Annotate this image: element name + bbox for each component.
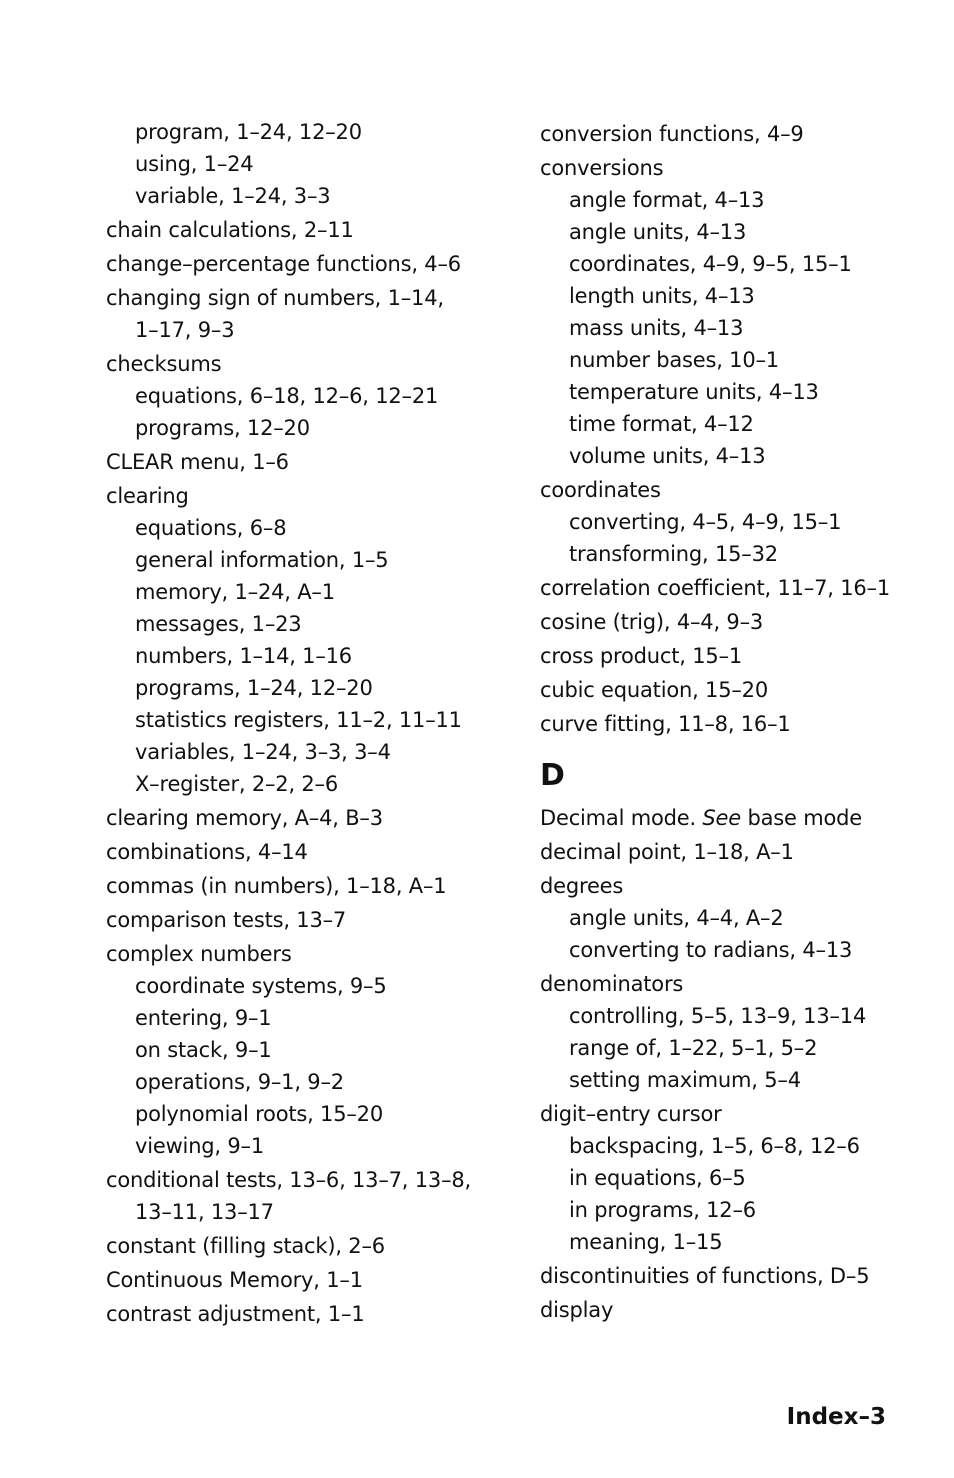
page-number: Index–3 bbox=[786, 1404, 886, 1430]
index-subentry: coordinates, 4–9, 9–5, 15–1 bbox=[569, 252, 852, 276]
index-entry: chain calculations, 2–11 bbox=[106, 218, 354, 242]
index-subentry: angle units, 4–13 bbox=[569, 220, 747, 244]
index-subentry: angle units, 4–4, A–2 bbox=[569, 906, 784, 930]
index-entry: cubic equation, 15–20 bbox=[540, 678, 768, 702]
index-subentry: 13–11, 13–17 bbox=[135, 1200, 274, 1224]
index-subentry: length units, 4–13 bbox=[569, 284, 755, 308]
index-subentry: setting maximum, 5–4 bbox=[569, 1068, 801, 1092]
index-entry: conditional tests, 13–6, 13–7, 13–8, bbox=[106, 1168, 472, 1192]
index-subentry: transforming, 15–32 bbox=[569, 542, 778, 566]
index-entry: contrast adjustment, 1–1 bbox=[106, 1302, 365, 1326]
index-entry: CLEAR menu, 1–6 bbox=[106, 450, 289, 474]
index-entry: constant (filling stack), 2–6 bbox=[106, 1234, 385, 1258]
index-column-right bbox=[540, 116, 940, 1326]
index-subentry: on stack, 9–1 bbox=[135, 1038, 272, 1062]
section-letter-heading: D bbox=[540, 758, 565, 793]
index-subentry: variable, 1–24, 3–3 bbox=[135, 184, 331, 208]
index-subentry: in programs, 12–6 bbox=[569, 1198, 756, 1222]
index-subentry: general information, 1–5 bbox=[135, 548, 389, 572]
entry-text: Decimal mode. bbox=[540, 806, 703, 830]
index-entry: combinations, 4–14 bbox=[106, 840, 308, 864]
index-subentry: coordinate systems, 9–5 bbox=[135, 974, 387, 998]
index-entry: comparison tests, 13–7 bbox=[106, 908, 347, 932]
index-entry: display bbox=[540, 1298, 614, 1322]
index-subentry: converting to radians, 4–13 bbox=[569, 938, 853, 962]
index-subentry: temperature units, 4–13 bbox=[569, 380, 819, 404]
index-subentry: time format, 4–12 bbox=[569, 412, 754, 436]
index-subentry: mass units, 4–13 bbox=[569, 316, 744, 340]
index-entry: conversions bbox=[540, 156, 664, 180]
index-subentry: controlling, 5–5, 13–9, 13–14 bbox=[569, 1004, 867, 1028]
index-entry: coordinates bbox=[540, 478, 661, 502]
index-subentry: program, 1–24, 12–20 bbox=[135, 120, 362, 144]
index-group-c bbox=[540, 118, 940, 740]
index-entry: digit–entry cursor bbox=[540, 1102, 722, 1126]
index-subentry: in equations, 6–5 bbox=[569, 1166, 746, 1190]
index-subentry: programs, 1–24, 12–20 bbox=[135, 676, 373, 700]
index-entry: correlation coefficient, 11–7, 16–1 bbox=[540, 576, 891, 600]
index-entry: change–percentage functions, 4–6 bbox=[106, 252, 461, 276]
index-entry: clearing memory, A–4, B–3 bbox=[106, 806, 383, 830]
index-subentry: 1–17, 9–3 bbox=[135, 318, 235, 342]
index-entry: Continuous Memory, 1–1 bbox=[106, 1268, 363, 1292]
index-subentry: entering, 9–1 bbox=[135, 1006, 272, 1030]
index-subentry: angle format, 4–13 bbox=[569, 188, 765, 212]
index-subentry: operations, 9–1, 9–2 bbox=[135, 1070, 344, 1094]
index-entry: commas (in numbers), 1–18, A–1 bbox=[106, 874, 447, 898]
index-subentry: equations, 6–18, 12–6, 12–21 bbox=[135, 384, 439, 408]
see-reference: See bbox=[702, 806, 741, 830]
index-subentry: meaning, 1–15 bbox=[569, 1230, 723, 1254]
index-entry: complex numbers bbox=[106, 942, 292, 966]
index-entry: discontinuities of functions, D–5 bbox=[540, 1264, 870, 1288]
index-subentry: number bases, 10–1 bbox=[569, 348, 779, 372]
index-group-d bbox=[540, 836, 940, 1326]
index-subentry: converting, 4–5, 4–9, 15–1 bbox=[569, 510, 842, 534]
index-subentry: X–register, 2–2, 2–6 bbox=[135, 772, 339, 796]
index-subentry: messages, 1–23 bbox=[135, 612, 302, 636]
index-subentry: using, 1–24 bbox=[135, 152, 254, 176]
index-subentry: memory, 1–24, A–1 bbox=[135, 580, 335, 604]
index-subentry: programs, 12–20 bbox=[135, 416, 310, 440]
index-entry: degrees bbox=[540, 874, 624, 898]
index-entry: denominators bbox=[540, 972, 684, 996]
index-entry: cross product, 15–1 bbox=[540, 644, 743, 668]
index-entry: cosine (trig), 4–4, 9–3 bbox=[540, 610, 764, 634]
index-subentry: variables, 1–24, 3–3, 3–4 bbox=[135, 740, 391, 764]
index-subentry: volume units, 4–13 bbox=[569, 444, 766, 468]
index-entry: decimal point, 1–18, A–1 bbox=[540, 840, 794, 864]
index-entry-decimal-mode bbox=[540, 802, 940, 834]
index-subentry: polynomial roots, 15–20 bbox=[135, 1102, 384, 1126]
index-entry: conversion functions, 4–9 bbox=[540, 122, 804, 146]
see-target: base mode bbox=[741, 806, 862, 830]
index-subentry: range of, 1–22, 5–1, 5–2 bbox=[569, 1036, 818, 1060]
index-entry: curve fitting, 11–8, 16–1 bbox=[540, 712, 791, 736]
index-entry: changing sign of numbers, 1–14, bbox=[106, 286, 444, 310]
index-subentry: viewing, 9–1 bbox=[135, 1134, 265, 1158]
index-subentry: equations, 6–8 bbox=[135, 516, 287, 540]
index-subentry: statistics registers, 11–2, 11–11 bbox=[135, 708, 462, 732]
index-subentry: backspacing, 1–5, 6–8, 12–6 bbox=[569, 1134, 860, 1158]
index-column-left bbox=[106, 116, 506, 1330]
index-entry: clearing bbox=[106, 484, 189, 508]
index-entry: checksums bbox=[106, 352, 222, 376]
index-subentry: numbers, 1–14, 1–16 bbox=[135, 644, 352, 668]
